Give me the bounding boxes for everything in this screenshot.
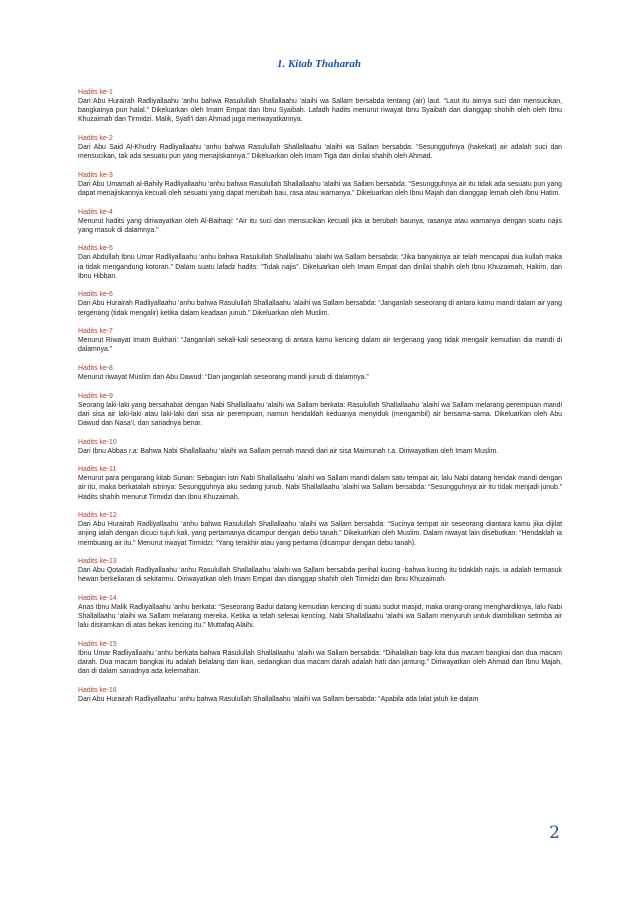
hadith-item	[78, 465, 562, 501]
hadith-list	[78, 88, 562, 714]
hadith-heading: Hadits ke-6	[78, 291, 113, 299]
hadith-item	[78, 686, 562, 704]
page-number: 2	[549, 823, 560, 843]
hadith-text: Dari Abu Umamah al-Bahily Radliyallaahu ‘anhu bahwa Rasulullah Shallallaahu ‘alaihi wa Sallam bersabda: “Sesungguhnya air itu tidak ada sesuatu pun yang dapat menajiskannya kecuali oleh sesuatu yang dapat merubah bau, rasa atau warnanya.” Dikeluarkan oleh Ibnu Majah dan dianggap lemah oleh Ibnu Hatim.	[78, 180, 562, 197]
hadith-item	[78, 392, 562, 428]
hadith-text: Anas Ibnu Malik Radliyallaahu ‘anhu berkata: “Seseorang Badui datang kemudian kencing di suatu sudut masjid, maka orang-orang menghardiknya, lalu Nabi Shallallaahu ‘alaihi wa Sallam melarang mereka. Ketika ia telah selesai kencing, Nabi Shallallaahu ‘alaihi wa Sallam menyuruh untuk diambilkan setimba air lalu disiramkan di atas bekas kencing itu.” Muttafaq Alaihi.	[78, 604, 562, 630]
hadith-text: Dari Abu Said Al-Khudry Radliyallaahu ‘anhu bahwa Rasulullah Shallallaahu ‘alaihi wa Sallam bersabda: “Sesungguhnya (hakekat) air adalah suci dan mensucikan, tak ada sesuatu pun yang menajiskannya.” Dikeluarkan oleh Imam Tiga dan dinilai shahih oleh Ahmad.	[78, 143, 562, 161]
hadith-heading: Hadits ke-7	[78, 328, 113, 336]
hadith-heading: Hadits ke-11	[78, 466, 117, 474]
hadith-text: Dari Abu Hurairah Radliyallaahu ‘anhu bahwa Rasulullah Shallallaahu ‘alaihi wa Sallam bersabda: “Apabila ada lalat jatuh ke dalam	[78, 695, 479, 703]
hadith-text: Menurut Riwayat Imam Bukhari: “Janganlah sekali-kali seseorang di antara kamu kencing dalam air tergenang yang tidak mengalir kemudian dia mandi di dalamnya.”	[78, 337, 562, 354]
hadith-heading: Hadits ke-8	[78, 365, 113, 372]
hadith-heading: Hadits ke-3	[78, 171, 113, 179]
hadith-item	[78, 511, 562, 547]
hadith-text: Dari Abu Hurairah Radliyallaahu ‘anhu bahwa Rasulullah Shallallaahu ‘alaihi wa Sallam bersabda tentang (air) laut. “Laut itu airnya suci dan mensucikan, bangkainya pun halal.” Dikeluarkan oleh Imam Empat dan Ibnu Syaibah. Lafadh hadits menurut riwayat Ibnu Syaibah dan dianggap shohih oleh oleh Ibnu Khuzaimah dan Tirmidzi. Malik, Syafi'i dan Ahmad juga meriwayatkannya.	[78, 98, 562, 124]
hadith-item	[78, 208, 562, 235]
hadith-heading: Hadits ke-10	[78, 438, 117, 446]
hadith-text: Dari Abu Hurairah Radliyallaahu ‘anhu bahwa Rasulullah Shallallaahu ‘alaihi wa Sallam bersabda: “Sucinya tempat air seseorang diantara kamu jika dijilat anjing ialah dengan dicuci tujuh kali, yang pertamanya dicampur dengan debu tanah.” Dikeluarkan oleh Muslim. Dalam riwayat lain disebutkan: “Hendaklah ia membuang air itu.” Menurut riwayat Tirmidzi: “Yang terakhir atau yang pertama (dicampur dengan debu tanah).	[78, 521, 562, 547]
page-title: 1. Kitab Thaharah	[276, 58, 362, 70]
hadith-heading: Hadits ke-12	[78, 512, 117, 520]
hadith-heading: Hadits ke-4	[78, 208, 113, 216]
hadith-text: Seorang laki-laki yang bersahabat dengan Nabi Shallallaahu ‘alaihi wa Sallam berkata: Rasulullah Shallallaahu ‘alaihi wa Sallam melarang perempuan mandi dari sisa air laki-laki atau laki-laki dari sisa air perempuan, namun hendaklah keduanya menyiduk (mengambil) air bersama-sama. Dikeluarkan oleh Abu Dawud dan Nasa’i, dan sanadnya benar.	[78, 401, 562, 427]
hadith-heading: Hadits ke-16	[78, 686, 117, 694]
hadith-heading: Hadits ke-9	[78, 392, 113, 400]
hadith-text: Dari Abu Qotadah Radliyallaahu ‘anhu Rasulullah Shallallaahu ‘alaihi wa Sallam bersabda perihal kucing -bahwa kucing itu tidaklah najis, ia adalah termasuk hewan berkeliaran di sekitarmu. Diriwayatkan oleh Imam Empat dan dianggap shahih oleh Tirmidzi dan Ibnu Khuzaimah.	[78, 567, 562, 584]
hadith-text: Menurut hadits yang diriwayatkan oleh Al-Baihaqi: “Air itu suci dan mensucikan kecuali jika ia berubah baunya, rasanya atau warnanya dengan suatu najis yang masuk di dalamnya.”	[78, 217, 562, 234]
hadith-heading: Hadits ke-15	[78, 641, 117, 648]
hadith-heading: Hadits ke-2	[78, 134, 113, 142]
hadith-text: Dari Abdullah Ibnu Umar Radliyallaahu ‘anhu bahwa Rasulullah Shallallaahu ‘alaihi wa Sallam bersabda: “Jika banyaknya air telah mencapai dua kullah maka ia tidak mengandung kotoran.” Dalam suatu lafadz hadits: “Tidak najis”. Dikeluarkan oleh Imam Empat dan dinilai shahih oleh Ibnu Khuzaimah, Hakim, dan Ibnu Hibban.	[78, 254, 562, 280]
hadith-heading: Hadits ke-13	[78, 558, 117, 566]
hadith-text: Dari Ibnu Abbas r.a: Bahwa Nabi Shallallaahu ‘alaihi wa Sallam pernah mandi dari air sisa Maimunah r.a. Diriwayatkan oleh Imam Muslim.	[78, 447, 499, 455]
hadith-item	[78, 640, 562, 676]
hadith-item	[78, 438, 562, 456]
hadith-text: Menurut riwayat Muslim dan Abu Dawud: “Dan janganlah seseorang mandi junub di dalamnya.”	[78, 374, 369, 381]
hadith-text: Menurut para pengarang kitab Sunan: Sebagian istri Nabi Shallallaahu ‘alaihi wa Sallam mandi dalam satu tempat air, lalu Nabi datang hendak mandi dengan air itu, maka berkatalah istrinya: Sesungguhnya aku sedang junub. Nabi Shallallaahu ‘alaihi wa Sallam bersabda: “Sesungguhnya air itu tidak menjadi junub.” Hadits shahih menurut Tirmidzi dan Ibnu Khuzaimah.	[78, 475, 562, 501]
hadith-text: Dari Abu Hurairah Radliyallaahu ‘anhu bahwa Rasulullah Shallallaahu ‘alaihi wa Sallam bersabda: “Janganlah seseorang di antara kamu mandi dalam air yang tergenang (tidak mengalir) ketika dalam keadaan junub.” Dikeluarkan oleh Muslim.	[78, 300, 562, 317]
hadith-text: Ibnu Umar Radliyallaahu ‘anhu berkata bahwa Rasulullah Shallallaahu ‘alaihi wa Sallam bersabda: “Dihalalkan bagi kita dua macam bangkai dan dua macam darah. Dua macam bangkai itu adalah belalang dan ikan, sedangkan dua macam darah adalah hati dan jantung.” Diriwayatkan oleh Ahmad dan Ibnu Majah, dan di dalam sanadnya ada kelemahan.	[78, 650, 562, 676]
hadith-item	[78, 594, 562, 630]
hadith-item	[78, 327, 562, 354]
hadith-item	[78, 88, 562, 124]
hadith-item	[78, 171, 562, 198]
hadith-item	[78, 364, 562, 382]
hadith-item	[78, 557, 562, 584]
hadith-item	[78, 244, 562, 280]
hadith-heading: Hadits ke-5	[78, 245, 113, 253]
hadith-item	[78, 290, 562, 317]
hadith-heading: Hadits ke-1	[78, 89, 113, 96]
hadith-item	[78, 134, 562, 161]
hadith-heading: Hadits ke-14	[78, 595, 117, 603]
